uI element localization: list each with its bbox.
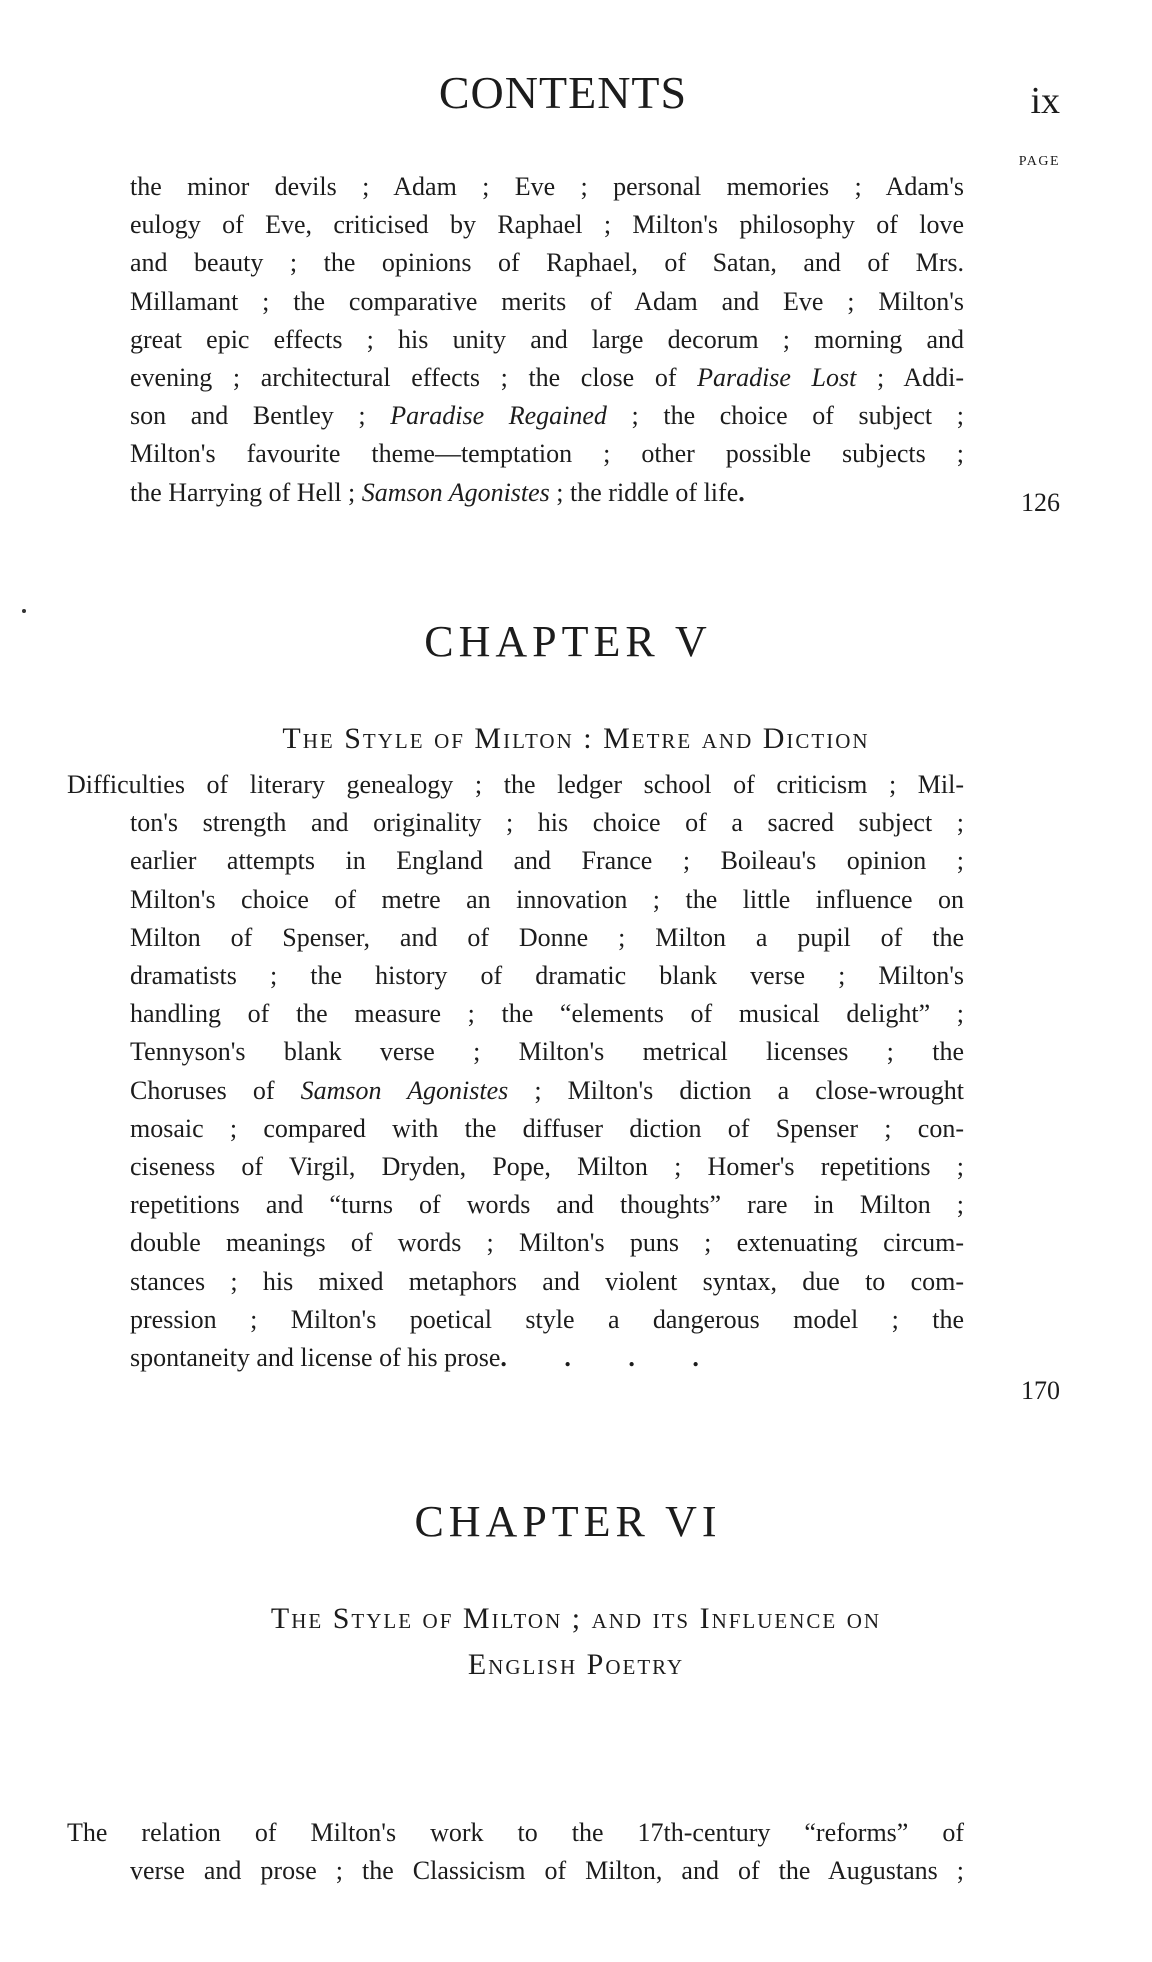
chapter-vi-summary [67,1814,964,1890]
dot-leader: . . . . [500,1343,699,1373]
summary-line: evening ; architectural effects ; the close of Paradise Lost ; Addi- [130,363,964,393]
chapter-subtitle-line: The Style of Milton ; and its Influence on [270,1602,882,1635]
summary-line: Tennyson's blank verse ; Milton's metrical licenses ; the [130,1037,964,1067]
summary-line: ciseness of Virgil, Dryden, Pope, Milton ; Homer's repetitions ; [130,1152,964,1182]
summary-line: great epic effects ; his unity and large decorum ; morning and [130,324,964,354]
summary-line: repetitions and “turns of words and thoughts” rare in Milton ; [130,1190,964,1220]
chapter-subtitle-line: English Poetry [467,1648,685,1681]
summary-line: pression ; Milton's poetical style a dangerous model ; the [130,1304,964,1334]
summary-line: spontaneity and license of his prose. . . . [130,1339,964,1377]
summary-line: mosaic ; compared with the diffuser diction of Spenser ; con- [130,1113,964,1143]
chapter-subtitle: The Style of Milton : Metre and Diction [282,722,870,755]
summary-line: dramatists ; the history of dramatic blank verse ; Milton's [130,961,964,991]
summary-line: and beauty ; the opinions of Raphael, of Satan, and of Mrs. [130,248,964,278]
chapter-v-summary [67,766,965,1377]
summary-line: Difficulties of literary genealogy ; the ledger school of criticism ; Mil- [67,770,964,799]
chapter-subtitle [0,1596,1152,1688]
summary-line: earlier attempts in England and France ; Boileau's opinion ; [130,846,964,876]
summary-line: son and Bentley ; Paradise Regained ; the choice of subject ; [130,401,964,431]
page-reference: 126 [1021,488,1060,517]
chapter-heading: CHAPTER V [424,617,712,666]
summary-line: Milton of Spenser, and of Donne ; Milton a pupil of the [130,922,964,952]
summary-line: Choruses of Samson Agonistes ; Milton's diction a close-wrought [130,1075,965,1105]
summary-line: the minor devils ; Adam ; Eve ; personal memories ; Adam's [130,172,964,201]
summary-line: Milton's choice of metre an innovation ; the little influence on [130,884,964,914]
dot-leader: . [738,477,745,507]
summary-line: ton's strength and originality ; his choice of a sacred subject ; [130,808,964,838]
summary-line: eulogy of Eve, criticised by Raphael ; Milton's philosophy of love [130,210,964,240]
summary-line: stances ; his mixed metaphors and violent syntax, due to com- [130,1266,964,1296]
summary-line: The relation of Milton's work to the 17th-century “reforms” of [67,1818,964,1847]
chapter-heading: CHAPTER VI [414,1497,722,1546]
summary-line: handling of the measure ; the “elements of musical delight” ; [130,999,964,1029]
summary-line: the Harrying of Hell ; Samson Agonistes ; the riddle of life. [130,474,964,512]
page-number: ix [1030,80,1060,122]
summary-line: Millamant ; the comparative merits of Adam and Eve ; Milton's [130,286,964,316]
summary-line: Milton's favourite theme—temptation ; other possible subjects ; [130,439,964,469]
chapter-iv-summary [130,168,964,512]
stray-mark [22,609,26,613]
page-column-label: PAGE [1018,154,1060,169]
summary-line: verse and prose ; the Classicism of Milton, and of the Augustans ; [130,1856,964,1886]
summary-line: double meanings of words ; Milton's puns ; extenuating circum- [130,1228,964,1258]
running-title: CONTENTS [438,67,688,118]
page-reference: 170 [1021,1376,1060,1405]
